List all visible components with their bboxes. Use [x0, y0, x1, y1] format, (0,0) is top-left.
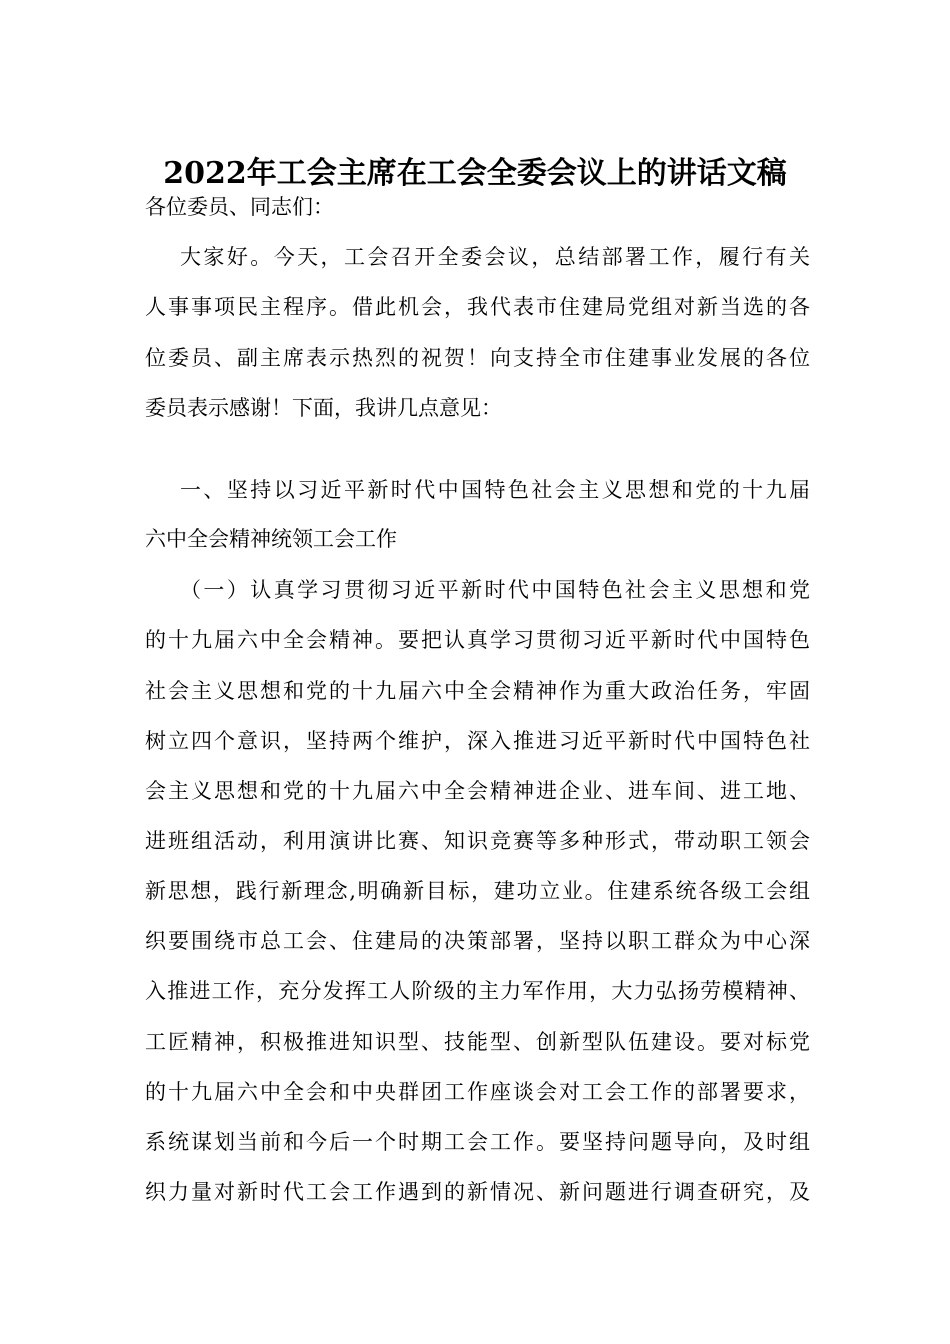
paragraph-line: 工匠精神，积极推进知识型、技能型、创新型队伍建设。要对标党 — [145, 1030, 810, 1054]
paragraph-line: （一）认真学习贯彻习近平新时代中国特色社会主义思想和党 — [180, 578, 810, 602]
paragraph-line: 人事事项民主程序。借此机会，我代表市住建局党组对新当选的各 — [145, 295, 810, 319]
document-title: 2022年工会主席在工会全委会议上的讲话文稿 — [163, 156, 787, 191]
paragraph-line: 入推进工作，充分发挥工人阶级的主力军作用，大力弘扬劳模精神、 — [145, 979, 810, 1003]
paragraph-line: 的十九届六中全会和中央群团工作座谈会对工会工作的部署要求， — [145, 1080, 810, 1104]
paragraph-line: 织力量对新时代工会工作遇到的新情况、新问题进行调查研究，及 — [145, 1180, 810, 1204]
section-heading-line: 一、坚持以习近平新时代中国特色社会主义思想和党的十九届 — [180, 478, 810, 502]
paragraph-line: 新思想，践行新理念,明确新目标，建功立业。住建系统各级工会组 — [145, 879, 810, 903]
paragraph-line: 系统谋划当前和今后一个时期工会工作。要坚持问题导向，及时组 — [145, 1130, 810, 1154]
paragraph-line: 大家好。今天，工会召开全委会议，总结部署工作，履行有关 — [180, 245, 810, 269]
paragraph-line: 进班组活动，利用演讲比赛、知识竞赛等多种形式，带动职工领会 — [145, 829, 810, 853]
salutation: 各位委员、同志们： — [145, 195, 334, 219]
paragraph-line: 社会主义思想和党的十九届六中全会精神作为重大政治任务，牢固 — [145, 679, 810, 703]
section-heading-line: 六中全会精神统领工会工作 — [145, 527, 397, 551]
paragraph-line: 的十九届六中全会精神。要把认真学习贯彻习近平新时代中国特色 — [145, 628, 810, 652]
paragraph-line: 位委员、副主席表示热烈的祝贺！向支持全市住建事业发展的各位 — [145, 346, 810, 370]
paragraph-line: 会主义思想和党的十九届六中全会精神进企业、进车间、进工地、 — [145, 779, 810, 803]
paragraph-line: 树立四个意识，坚持两个维护，深入推进习近平新时代中国特色社 — [145, 729, 810, 753]
paragraph-line: 委员表示感谢！下面，我讲几点意见： — [145, 396, 502, 420]
paragraph-line: 织要围绕市总工会、住建局的决策部署，坚持以职工群众为中心深 — [145, 929, 810, 953]
